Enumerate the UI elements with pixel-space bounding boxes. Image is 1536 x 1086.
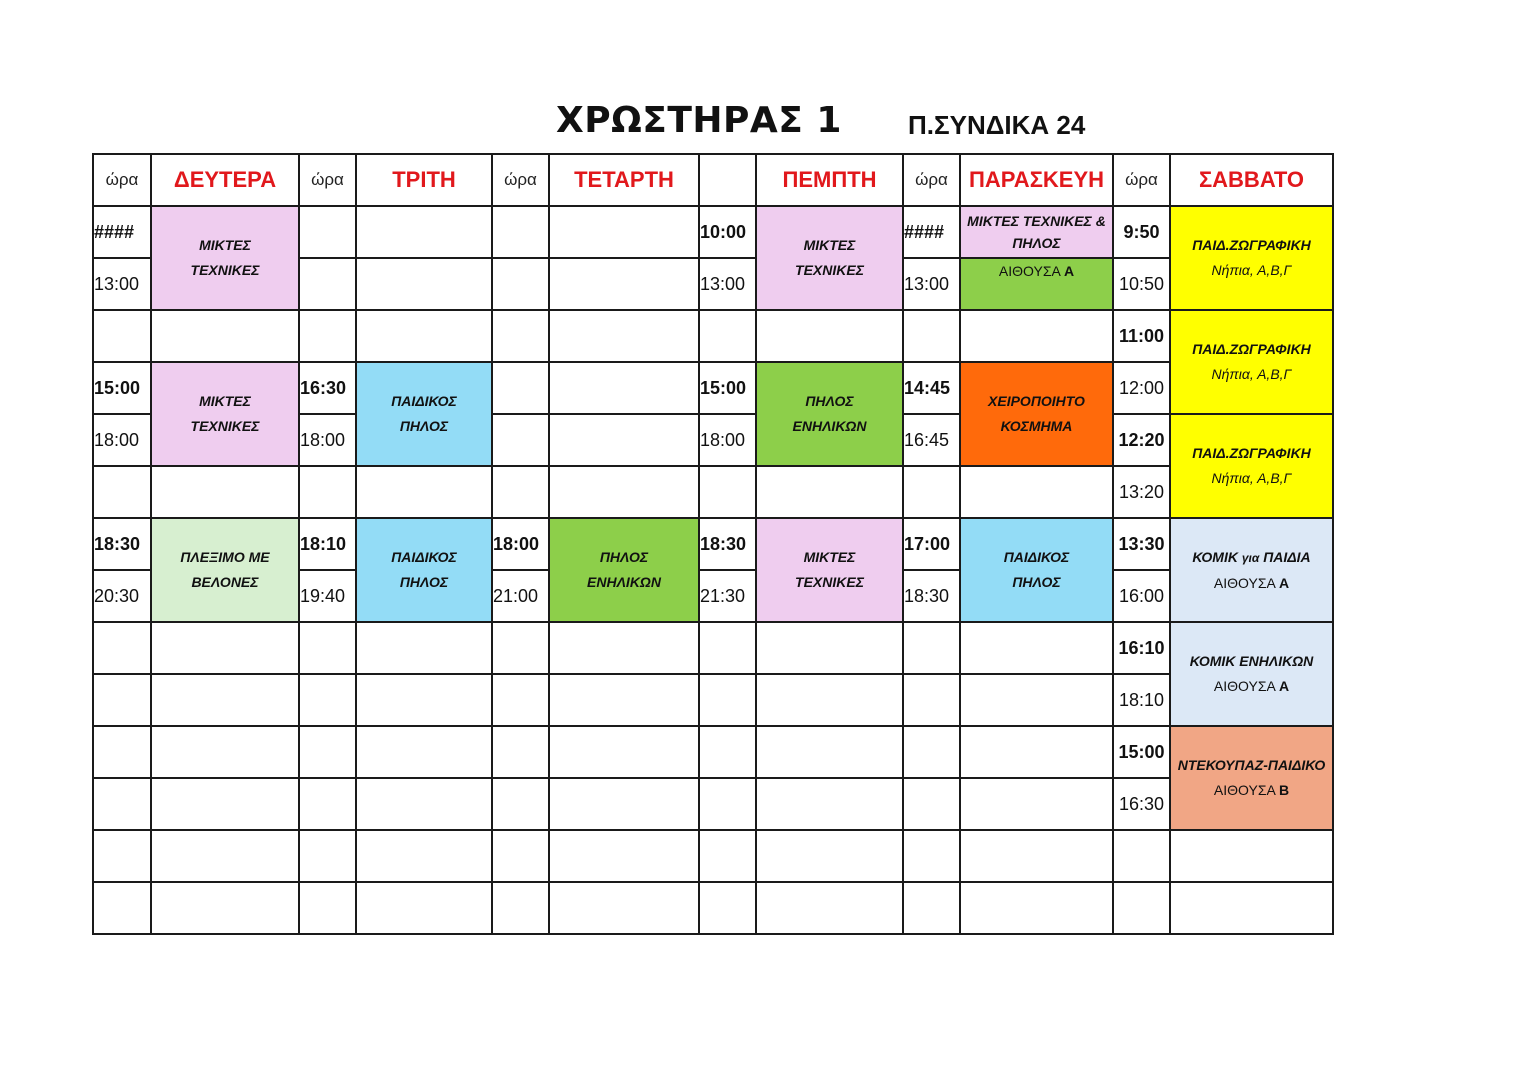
time-start: 18:10 (299, 518, 356, 570)
empty-cell (299, 466, 356, 518)
table-row (93, 206, 1333, 258)
table-row (93, 778, 1333, 830)
hour-header: ώρα (93, 154, 151, 206)
empty-cell (151, 674, 299, 726)
day-header-monday: ΔΕΥΤΕΡΑ (151, 154, 299, 206)
class-block-fri-1-title[interactable] (960, 206, 1113, 258)
class-title: ΜΙΚΤΕΣ (803, 549, 856, 565)
empty-cell (356, 882, 492, 934)
empty-cell (903, 466, 960, 518)
empty-cell (903, 674, 960, 726)
room-label: ΑΙΘΟΥΣΑ Α (1213, 678, 1290, 694)
empty-cell (356, 674, 492, 726)
class-title: ΒΕΛΟΝΕΣ (191, 574, 259, 590)
table-row (93, 622, 1333, 674)
empty-cell (93, 466, 151, 518)
time-end: 13:00 (903, 258, 960, 310)
class-title: ΠΗΛΟΣ (599, 549, 649, 565)
table-row (93, 674, 1333, 726)
empty-cell (356, 206, 492, 258)
time-start: 17:00 (903, 518, 960, 570)
class-block-mon-1[interactable] (151, 206, 299, 310)
empty-cell (1113, 882, 1170, 934)
time-start: 16:30 (299, 362, 356, 414)
class-title: ΚΟΣΜΗΜΑ (1000, 418, 1073, 434)
empty-cell (903, 622, 960, 674)
empty-cell (699, 726, 756, 778)
empty-cell (756, 882, 903, 934)
empty-cell (299, 882, 356, 934)
time-end: 18:00 (93, 414, 151, 466)
empty-cell (356, 830, 492, 882)
empty-cell (699, 882, 756, 934)
empty-cell (1170, 830, 1333, 882)
class-title: ΠΗΛΟΣ (399, 574, 449, 590)
empty-cell (756, 466, 903, 518)
time-start: 18:00 (492, 518, 549, 570)
empty-cell (960, 674, 1113, 726)
empty-cell (299, 310, 356, 362)
empty-cell (699, 622, 756, 674)
class-title: ΧΕΙΡΟΠΟΙΗΤΟ (988, 393, 1085, 409)
class-block-fri-3[interactable] (960, 518, 1113, 622)
table-row (93, 466, 1333, 518)
empty-cell (492, 258, 549, 310)
page-title: ΧΡΩΣΤΗΡΑΣ 1 (556, 100, 842, 141)
class-block-fri-2[interactable] (960, 362, 1113, 466)
table-row (93, 830, 1333, 882)
class-title: ΜΙΚΤΕΣ (803, 237, 856, 253)
empty-cell (756, 830, 903, 882)
empty-cell (151, 726, 299, 778)
empty-cell (756, 778, 903, 830)
class-title: ΤΕΧΝΙΚΕΣ (795, 574, 864, 590)
empty-cell (151, 830, 299, 882)
time-start: 18:30 (699, 518, 756, 570)
empty-cell (299, 622, 356, 674)
class-title: ΠΑΙΔ.ΖΩΓΡΑΦΙΚΗ (1192, 341, 1311, 357)
hour-header-empty (699, 154, 756, 206)
empty-cell (356, 310, 492, 362)
header-row (93, 154, 1333, 206)
empty-cell (903, 830, 960, 882)
empty-cell (549, 674, 699, 726)
empty-cell (699, 310, 756, 362)
day-header-saturday: ΣΑΒΒΑΤΟ (1170, 154, 1333, 206)
empty-cell (492, 882, 549, 934)
class-block-fri-1-room[interactable] (960, 258, 1113, 310)
time-start: 16:10 (1113, 622, 1170, 674)
empty-cell (756, 622, 903, 674)
empty-cell (492, 674, 549, 726)
empty-cell (549, 206, 699, 258)
class-title: ΠΗΛΟΣ (1012, 235, 1061, 251)
class-title: ΝΤΕΚΟΥΠΑΖ-ΠΑΙΔΙΚΟ (1177, 757, 1326, 773)
time-end: 18:30 (903, 570, 960, 622)
empty-cell (151, 882, 299, 934)
empty-cell (699, 778, 756, 830)
empty-cell (492, 622, 549, 674)
empty-cell (756, 674, 903, 726)
class-block-mon-2[interactable] (151, 362, 299, 466)
class-block-sat-3[interactable] (1170, 414, 1333, 518)
class-title: ΕΝΗΛΙΚΩΝ (587, 574, 661, 590)
time-start: 10:00 (699, 206, 756, 258)
empty-cell (299, 726, 356, 778)
time-start: 13:30 (1113, 518, 1170, 570)
class-title: ΚΟΜΙΚ για ΠΑΙΔΙΑ (1192, 548, 1311, 565)
empty-cell (356, 466, 492, 518)
empty-cell (903, 882, 960, 934)
time-end: 13:00 (699, 258, 756, 310)
class-block-thu-1[interactable] (756, 206, 903, 310)
empty-cell (299, 778, 356, 830)
time-end: 21:00 (492, 570, 549, 622)
class-title: ΠΑΙΔΙΚΟΣ (391, 393, 457, 409)
class-ages: Νήπια, Α,Β,Γ (1211, 366, 1292, 382)
empty-cell (960, 778, 1113, 830)
empty-cell (299, 830, 356, 882)
hour-header: ώρα (299, 154, 356, 206)
class-title: ΠΛΕΞΙΜΟ ΜΕ (180, 549, 270, 565)
empty-cell (492, 726, 549, 778)
class-block-sat-4[interactable] (1170, 518, 1333, 622)
class-title: ΤΕΧΝΙΚΕΣ (190, 418, 260, 434)
class-block-mon-3[interactable] (151, 518, 299, 622)
day-header-thursday: ΠΕΜΠΤΗ (756, 154, 903, 206)
empty-cell (492, 778, 549, 830)
class-title: ΠΑΙΔ.ΖΩΓΡΑΦΙΚΗ (1192, 237, 1311, 253)
empty-cell (756, 310, 903, 362)
empty-cell (93, 778, 151, 830)
empty-cell (549, 414, 699, 466)
empty-cell (549, 830, 699, 882)
class-title: ΠΗΛΟΣ (1012, 574, 1061, 590)
empty-cell (356, 778, 492, 830)
empty-cell (492, 466, 549, 518)
table-row (93, 518, 1333, 570)
empty-cell (960, 622, 1113, 674)
class-title: ΜΙΚΤΕΣ ΤΕΧΝΙΚΕΣ & (967, 213, 1106, 229)
empty-cell (492, 310, 549, 362)
empty-cell (93, 830, 151, 882)
class-title: ΠΑΙΔ.ΖΩΓΡΑΦΙΚΗ (1192, 445, 1311, 461)
table-row (93, 726, 1333, 778)
empty-cell (356, 622, 492, 674)
class-title: ΠΑΙΔΙΚΟΣ (391, 549, 457, 565)
time-end: 16:45 (903, 414, 960, 466)
time-start: 11:00 (1113, 310, 1170, 362)
empty-cell (699, 674, 756, 726)
class-block-tue-3[interactable] (356, 518, 492, 622)
room-label: ΑΙΘΟΥΣΑ Α (1213, 574, 1290, 591)
time-start: 15:00 (699, 362, 756, 414)
class-block-sat-6[interactable] (1170, 726, 1333, 830)
hour-header: ώρα (1113, 154, 1170, 206)
class-block-sat-2[interactable] (1170, 310, 1333, 414)
time-end: 12:00 (1113, 362, 1170, 414)
empty-cell (903, 778, 960, 830)
class-block-sat-5[interactable] (1170, 622, 1333, 726)
empty-cell (549, 310, 699, 362)
empty-cell (699, 830, 756, 882)
empty-cell (151, 622, 299, 674)
empty-cell (549, 726, 699, 778)
empty-cell (93, 622, 151, 674)
time-end: 10:50 (1113, 258, 1170, 310)
hour-header: ώρα (492, 154, 549, 206)
empty-cell (492, 362, 549, 414)
empty-cell (151, 310, 299, 362)
empty-cell (151, 466, 299, 518)
time-start: #### (903, 206, 960, 258)
class-title: ΤΕΧΝΙΚΕΣ (795, 262, 864, 278)
class-block-thu-3[interactable] (756, 518, 903, 622)
day-header-wednesday: ΤΕΤΑΡΤΗ (549, 154, 699, 206)
day-header-tuesday: ΤΡΙΤΗ (356, 154, 492, 206)
time-start: 18:30 (93, 518, 151, 570)
empty-cell (960, 310, 1113, 362)
empty-cell (549, 466, 699, 518)
time-end: 21:30 (699, 570, 756, 622)
empty-cell (549, 778, 699, 830)
empty-cell (356, 258, 492, 310)
day-header-friday: ΠΑΡΑΣΚΕΥΗ (960, 154, 1113, 206)
empty-cell (960, 726, 1113, 778)
empty-cell (93, 726, 151, 778)
empty-cell (299, 258, 356, 310)
time-end: 18:00 (299, 414, 356, 466)
table-row (93, 310, 1333, 362)
time-end: 20:30 (93, 570, 151, 622)
time-start: 12:20 (1113, 414, 1170, 466)
time-end: 13:00 (93, 258, 151, 310)
class-block-sat-1[interactable] (1170, 206, 1333, 310)
empty-cell (903, 310, 960, 362)
empty-cell (492, 830, 549, 882)
empty-cell (151, 778, 299, 830)
address-label: Π.ΣΥΝΔΙΚΑ 24 (908, 110, 1086, 140)
class-title: ΠΗΛΟΣ (399, 418, 449, 434)
time-end: 16:00 (1113, 570, 1170, 622)
empty-cell (960, 830, 1113, 882)
empty-cell (549, 362, 699, 414)
empty-cell (960, 882, 1113, 934)
time-end: 18:10 (1113, 674, 1170, 726)
time-start: 14:45 (903, 362, 960, 414)
empty-cell (549, 882, 699, 934)
table-row (93, 882, 1333, 934)
empty-cell (699, 466, 756, 518)
class-title: ΤΕΧΝΙΚΕΣ (190, 262, 260, 278)
empty-cell (299, 206, 356, 258)
class-title: ΠΗΛΟΣ (805, 393, 854, 409)
empty-cell (549, 258, 699, 310)
time-end: 16:30 (1113, 778, 1170, 830)
class-block-thu-2[interactable] (756, 362, 903, 466)
time-end: 13:20 (1113, 466, 1170, 518)
time-end: 19:40 (299, 570, 356, 622)
time-start: 9:50 (1113, 206, 1170, 258)
empty-cell (756, 726, 903, 778)
time-start: #### (93, 206, 151, 258)
empty-cell (903, 726, 960, 778)
empty-cell (299, 674, 356, 726)
empty-cell (93, 882, 151, 934)
class-title: ΜΙΚΤΕΣ (199, 393, 251, 409)
class-title: ΚΟΜΙΚ ΕΝΗΛΙΚΩΝ (1189, 653, 1314, 669)
empty-cell (93, 674, 151, 726)
class-title: ΜΙΚΤΕΣ (199, 237, 251, 253)
hour-header: ώρα (903, 154, 960, 206)
empty-cell (492, 414, 549, 466)
empty-cell (93, 310, 151, 362)
class-ages: Νήπια, Α,Β,Γ (1211, 470, 1292, 486)
class-ages: Νήπια, Α,Β,Γ (1211, 262, 1292, 278)
weekly-schedule-table (92, 153, 1334, 935)
room-label: ΑΙΘΟΥΣΑ Β (1213, 782, 1290, 798)
time-end: 18:00 (699, 414, 756, 466)
room-label: ΑΙΘΟΥΣΑ Α (998, 263, 1075, 279)
time-start: 15:00 (93, 362, 151, 414)
empty-cell (356, 726, 492, 778)
time-start: 15:00 (1113, 726, 1170, 778)
class-block-wed-3[interactable] (549, 518, 699, 622)
class-title: ΕΝΗΛΙΚΩΝ (792, 418, 867, 434)
empty-cell (492, 206, 549, 258)
empty-cell (1113, 830, 1170, 882)
class-title: ΠΑΙΔΙΚΟΣ (1003, 549, 1070, 565)
empty-cell (960, 466, 1113, 518)
table-row (93, 362, 1333, 414)
empty-cell (1170, 882, 1333, 934)
class-block-tue-2[interactable] (356, 362, 492, 466)
empty-cell (549, 622, 699, 674)
